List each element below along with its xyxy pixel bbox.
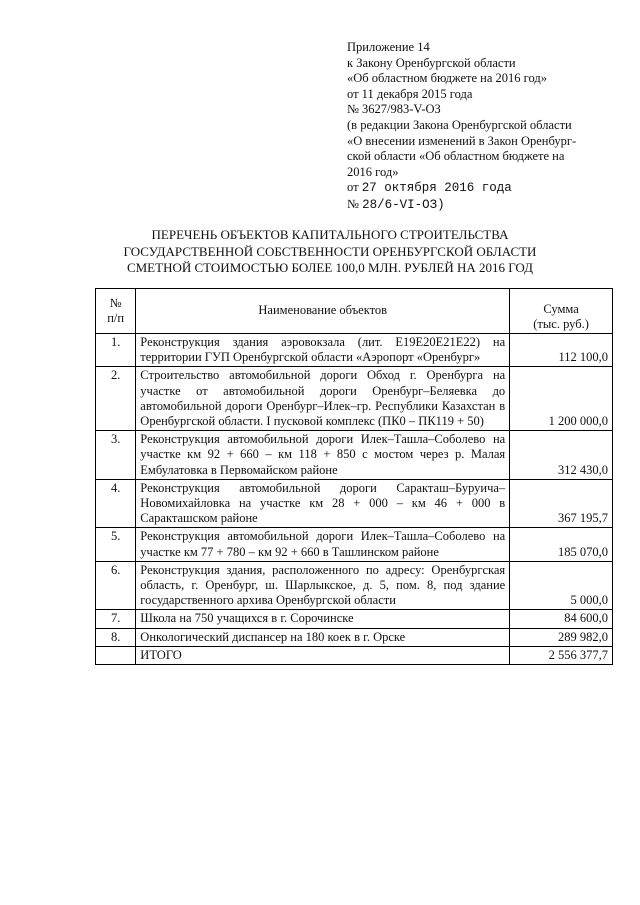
table-row (96, 528, 613, 561)
amendment-number (347, 197, 627, 214)
header-num-line2: п/п (107, 311, 125, 325)
header-sum (510, 289, 613, 334)
objects-table (95, 288, 613, 665)
row-num (96, 646, 136, 664)
row-sum: 1 200 000,0 (510, 367, 613, 431)
row-name: Реконструкция здания, расположенного по адресу: Оренбургская область, г. Оренбург, ш. Шарлыкское, д. 5, пом. 8, под здание государственного архива Оренбургской области (136, 561, 510, 610)
table-row (96, 628, 613, 646)
row-num: 3. (96, 431, 136, 480)
row-num: 1. (96, 334, 136, 367)
table-row (96, 479, 613, 528)
appendix-line: «О внесении изменений в Закон Оренбург- (347, 133, 577, 148)
appendix-line: (в редакции Закона Оренбургской области (347, 117, 572, 132)
row-name: Реконструкция автомобильной дороги Илек–Ташла–Соболево на участке км 77 + 780 – км 92 + 660 в Ташлинском районе (136, 528, 510, 561)
amendment-date (347, 180, 627, 197)
row-num: 4. (96, 479, 136, 528)
row-sum: 2 556 377,7 (510, 646, 613, 664)
amendment-date-prefix: от (347, 180, 359, 195)
row-sum: 84 600,0 (510, 610, 613, 628)
appendix-line: № 3627/983-V-ОЗ (347, 102, 441, 117)
row-name: Реконструкция автомобильной дороги Илек–Ташла–Соболево на участке км 92 + 660 – км 118 + 850 с мостом через р. Малая Ембулатовка в Первомайском районе (136, 431, 510, 480)
appendix-line: от 11 декабря 2015 года (347, 86, 473, 101)
table-row (96, 334, 613, 367)
document-title (100, 227, 560, 277)
header-name: Наименование объектов (136, 289, 510, 334)
header-num-line1: № (109, 295, 122, 310)
row-name: Строительство автомобильной дороги Обход г. Оренбурга на участке от автомобильной дороги Оренбург–Беляевка до автомобильной дороги Оренбург–Илек–гр. Республики Казахстан в Оренбургской области. I пусковой комплекс (ПК0 – ПК119 + 50) (136, 367, 510, 431)
appendix-line: к Закону Оренбургской области (347, 55, 516, 70)
row-num: 7. (96, 610, 136, 628)
row-sum: 5 000,0 (510, 561, 613, 610)
row-num: 5. (96, 528, 136, 561)
row-sum: 112 100,0 (510, 334, 613, 367)
row-num: 2. (96, 367, 136, 431)
table-total-row (96, 646, 613, 664)
table-header-row (96, 289, 613, 334)
amendment-date-value: 27 октября 2016 года (361, 181, 512, 196)
table-row (96, 610, 613, 628)
appendix-header (347, 40, 627, 214)
appendix-line: «Об областном бюджете на 2016 год» (347, 71, 547, 86)
row-num: 8. (96, 628, 136, 646)
title-line: ПЕРЕЧЕНЬ ОБЪЕКТОВ КАПИТАЛЬНОГО СТРОИТЕЛЬСТВА (151, 227, 509, 242)
row-sum: 312 430,0 (510, 431, 613, 480)
row-sum: 367 195,7 (510, 479, 613, 528)
table-row (96, 561, 613, 610)
header-num (96, 289, 136, 334)
appendix-line: Приложение 14 (347, 40, 430, 54)
header-sum-line2: (тыс. руб.) (533, 316, 589, 331)
amendment-number-prefix: № (347, 196, 359, 211)
header-sum-line1: Сумма (543, 301, 579, 316)
row-name: Реконструкция здания аэровокзала (лит. Е19Е20Е21Е22) на территории ГУП Оренбургской области «Аэропорт «Оренбург» (136, 334, 510, 367)
row-name: Школа на 750 учащихся в г. Сорочинске (136, 610, 510, 628)
title-line: ГОСУДАРСТВЕННОЙ СОБСТВЕННОСТИ ОРЕНБУРГСКОЙ ОБЛАСТИ (123, 243, 537, 259)
table-row (96, 431, 613, 480)
row-name: Реконструкция автомобильной дороги Саракташ–Буруича–Новомихайловка на участке км 28 + 000 – км 46 + 000 в Саракташском районе (136, 479, 510, 528)
table-row (96, 367, 613, 431)
amendment-number-value: 28/6-VI-ОЗ) (362, 197, 445, 212)
appendix-line: ской области «Об областном бюджете на (347, 149, 565, 164)
title-line: СМЕТНОЙ СТОИМОСТЬЮ БОЛЕЕ 100,0 МЛН. РУБЛЕЙ НА 2016 ГОД (126, 260, 534, 275)
row-name: ИТОГО (136, 646, 510, 664)
row-sum: 185 070,0 (510, 528, 613, 561)
row-name: Онкологический диспансер на 180 коек в г. Орске (136, 628, 510, 646)
appendix-line: 2016 год» (347, 164, 399, 179)
row-sum: 289 982,0 (510, 628, 613, 646)
row-num: 6. (96, 561, 136, 610)
